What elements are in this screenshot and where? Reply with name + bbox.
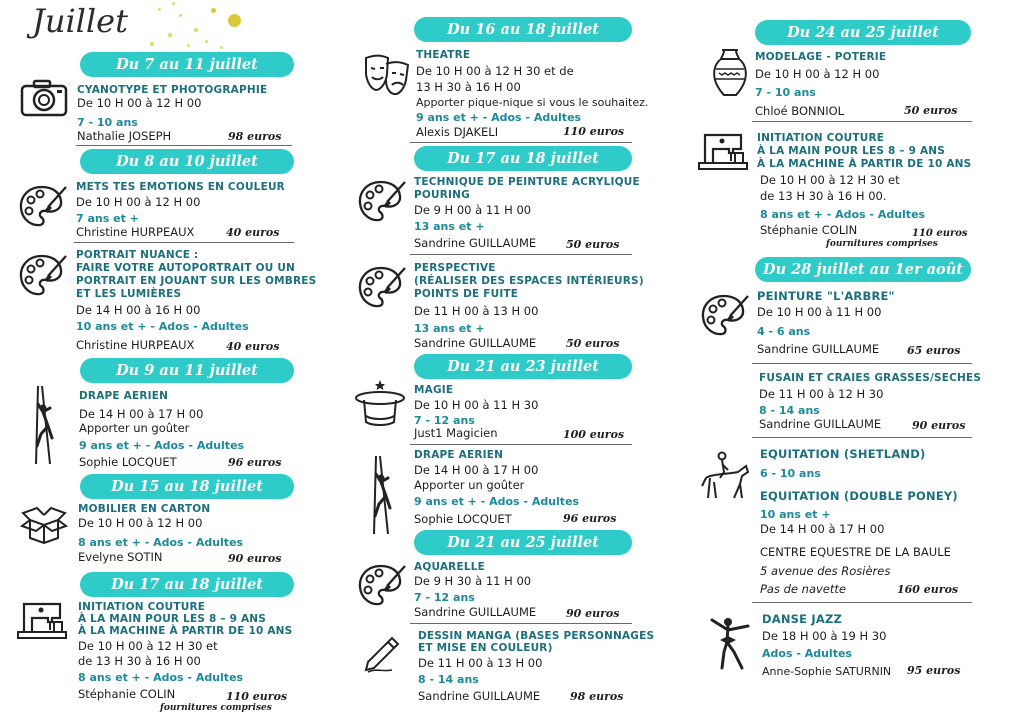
- date-header-8-10: Du 8 au 10 juillet: [80, 149, 294, 174]
- activity-price: 40 euros: [226, 226, 280, 239]
- activity-price: 95 euros: [907, 664, 961, 677]
- sewing-machine-icon: [16, 598, 68, 640]
- horse-rider-icon: [700, 450, 750, 502]
- activity-title: DANSE JAZZ: [762, 612, 843, 626]
- activity-address: 5 avenue des Rosières: [760, 564, 891, 578]
- activity-age: 10 ans et +: [760, 508, 831, 521]
- activity-teacher: Evelyne SOTIN: [78, 550, 163, 564]
- palette-icon: [357, 178, 407, 224]
- activity-age: 7 - 12 ans: [414, 591, 475, 604]
- activity-price: 96 euros: [228, 456, 282, 469]
- divider: [752, 121, 972, 122]
- activity-title: PEINTURE "L'ARBRE": [757, 289, 895, 303]
- activity-title: CYANOTYPE ET PHOTOGRAPHIE: [77, 84, 268, 96]
- activity-age: 8 - 14 ans: [418, 673, 479, 686]
- date-header-17-18: Du 17 au 18 juillet: [414, 146, 632, 171]
- palette-icon: [357, 562, 407, 608]
- activity-age: 13 ans et +: [414, 322, 485, 335]
- activity-title: À LA MAIN POUR LES 8 – 9 ANS: [78, 613, 267, 625]
- activity-teacher: Sandrine GUILLAUME: [418, 689, 541, 703]
- activity-teacher: Sandrine GUILLAUME: [414, 605, 537, 619]
- activity-teacher: Stéphanie COLIN: [760, 223, 858, 237]
- divider: [74, 242, 294, 243]
- activity-title: DESSIN MANGA (BASES PERSONNAGES: [418, 630, 655, 642]
- activity-title: ET MISE EN COULEUR): [418, 642, 553, 654]
- activity-shuttle: Pas de navette: [760, 582, 846, 596]
- activity-price: 90 euros: [228, 552, 282, 565]
- date-header-17-18: Du 17 au 18 juillet: [80, 572, 294, 597]
- vase-icon: [710, 47, 750, 99]
- activity-price: 50 euros: [566, 337, 620, 350]
- activity-teacher: Sophie LOCQUET: [414, 512, 512, 526]
- activity-hours: De 10 H 00 à 12 H 30 et: [760, 173, 900, 187]
- date-header-9-11: Du 9 au 11 juillet: [80, 358, 294, 383]
- activity-age: 10 ans et + - Ados - Adultes: [76, 320, 249, 333]
- activity-title: POINTS DE FUITE: [414, 288, 519, 300]
- activity-age: 8 ans et + - Ados - Adultes: [78, 536, 244, 549]
- activity-teacher: Sandrine GUILLAUME: [757, 342, 880, 356]
- activity-hours: De 10 H 00 à 11 H 30: [414, 398, 539, 412]
- activity-age: 6 - 10 ans: [760, 467, 821, 480]
- pencil-icon: [362, 632, 404, 674]
- activity-title: ET LES LUMIÈRES: [76, 288, 182, 300]
- activity-price: 98 euros: [570, 690, 624, 703]
- divider: [410, 444, 632, 445]
- activity-hours: de 13 H 30 à 16 H 00.: [760, 189, 887, 203]
- divider: [752, 363, 972, 364]
- activity-title: PORTRAIT NUANCE :: [76, 249, 199, 261]
- activity-teacher: Christine HURPEAUX: [76, 225, 195, 239]
- activity-price: 98 euros: [228, 130, 282, 143]
- activity-teacher: Anne-Sophie SATURNIN: [762, 665, 892, 678]
- activity-price: 50 euros: [904, 104, 958, 117]
- activity-price: 110 euros: [912, 228, 968, 239]
- activity-title: PORTRAIT EN JOUANT SUR LES OMBRES: [76, 275, 317, 287]
- palette-icon: [357, 264, 407, 310]
- activity-price: 96 euros: [563, 512, 617, 525]
- activity-title: DRAPE AERIEN: [79, 390, 169, 402]
- activity-age: 7 ans et +: [76, 212, 139, 225]
- activity-title: TECHNIQUE DE PEINTURE ACRYLIQUE: [414, 176, 640, 188]
- activity-price: 100 euros: [563, 428, 625, 441]
- activity-price: 110 euros: [563, 125, 625, 138]
- activity-hours: De 10 H 00 à 12 H 30 et de: [416, 64, 574, 78]
- date-header-15-18: Du 15 au 18 juillet: [80, 474, 294, 499]
- palette-icon: [700, 292, 750, 338]
- activity-hours: De 11 H 00 à 12 H 30: [759, 387, 884, 401]
- activity-title: EQUITATION (SHETLAND): [760, 447, 926, 461]
- activity-title: À LA MAIN POUR LES 8 – 9 ANS: [757, 145, 946, 157]
- activity-hours: De 14 H 00 à 16 H 00: [76, 303, 201, 317]
- activity-title: METS TES EMOTIONS EN COULEUR: [76, 181, 285, 193]
- activity-age: 9 ans et + - Ados - Adultes: [414, 495, 580, 508]
- activity-age: 4 - 6 ans: [757, 325, 811, 338]
- activity-teacher: Sandrine GUILLAUME: [414, 336, 537, 350]
- cardboard-box-icon: [20, 504, 68, 544]
- divider: [410, 142, 632, 143]
- magic-hat-icon: [354, 378, 406, 428]
- activity-title: THEATRE: [416, 49, 471, 61]
- activity-title: AQUARELLE: [414, 561, 485, 573]
- activity-teacher: Christine HURPEAUX: [76, 338, 195, 352]
- date-header-16-18: Du 16 au 18 juillet: [414, 17, 632, 42]
- palette-icon: [18, 252, 68, 298]
- activity-title: À LA MACHINE À PARTIR DE 10 ANS: [78, 625, 293, 637]
- activity-title: FAIRE VOTRE AUTOPORTRAIT OU UN: [76, 262, 296, 274]
- activity-teacher: Sophie LOCQUET: [79, 455, 177, 469]
- activity-hours: De 10 H 00 à 12 H 30 et: [78, 639, 218, 653]
- divider: [410, 623, 632, 624]
- divider: [410, 254, 632, 255]
- activity-price: 90 euros: [566, 607, 620, 620]
- activity-title: EQUITATION (DOUBLE PONEY): [760, 489, 958, 503]
- activity-title: POURING: [414, 189, 470, 201]
- activity-hours: de 13 H 30 à 16 H 00: [78, 654, 201, 668]
- activity-hours: De 10 H 00 à 12 H 00: [76, 195, 201, 209]
- activity-price: 65 euros: [907, 344, 961, 357]
- activity-teacher: Chloé BONNIOL: [755, 104, 845, 118]
- activity-title: MOBILIER EN CARTON: [78, 503, 211, 515]
- activity-age: 7 - 10 ans: [77, 116, 138, 129]
- activity-hours: De 14 H 00 à 17 H 00: [414, 463, 539, 477]
- activity-note: Apporter pique-nique si vous le souhaitez.: [416, 96, 649, 109]
- activity-teacher: Just1 Magicien: [414, 426, 498, 440]
- activity-teacher: Alexis DJAKELI: [416, 125, 499, 139]
- activity-teacher: Sandrine GUILLAUME: [414, 236, 537, 250]
- activity-price: 160 euros: [897, 583, 959, 596]
- activity-title: PERSPECTIVE: [414, 262, 496, 274]
- aerial-dancer-icon: [366, 456, 396, 534]
- activity-hours: De 9 H 00 à 11 H 00: [414, 203, 532, 217]
- activity-age: Ados - Adultes: [762, 647, 852, 660]
- activity-age: 8 - 14 ans: [759, 404, 820, 417]
- activity-hours: De 10 H 00 à 12 H 00: [78, 516, 203, 530]
- activity-age: 7 - 12 ans: [414, 414, 475, 427]
- activity-age: 9 ans et + - Ados - Adultes: [79, 439, 245, 452]
- activity-supplies: fournitures comprises: [826, 239, 938, 249]
- divider: [752, 602, 972, 603]
- activity-price: 40 euros: [226, 340, 280, 353]
- activity-age: 7 - 10 ans: [755, 86, 816, 99]
- activity-note: Apporter un goûter: [414, 478, 525, 492]
- activity-place: CENTRE EQUESTRE DE LA BAULE: [760, 545, 951, 559]
- activity-supplies: fournitures comprises: [160, 703, 272, 713]
- activity-age: 8 ans et + - Ados - Adultes: [78, 671, 244, 684]
- date-header-24-25: Du 24 au 25 juillet: [755, 20, 971, 45]
- date-header-21-23: Du 21 au 23 juillet: [414, 354, 632, 379]
- date-header-21-25: Du 21 au 25 juillet: [414, 530, 632, 555]
- activity-age: 8 ans et + - Ados - Adultes: [760, 208, 926, 221]
- activity-title: MODELAGE - POTERIE: [755, 51, 887, 63]
- dancer-icon: [704, 612, 754, 672]
- activity-title: DRAPE AERIEN: [414, 449, 504, 461]
- activity-teacher: Sandrine GUILLAUME: [759, 417, 882, 431]
- date-header-28-1: Du 28 juillet au 1er août: [755, 257, 971, 282]
- activity-hours: De 10 H 00 à 12 H 00: [755, 67, 880, 81]
- activity-hours: De 11 H 00 à 13 H 00: [414, 304, 539, 318]
- theatre-masks-icon: [362, 52, 412, 98]
- activity-title: FUSAIN ET CRAIES GRASSES/SECHES: [759, 372, 982, 384]
- camera-icon: [20, 78, 68, 118]
- activity-hours: De 9 H 30 à 11 H 00: [414, 574, 532, 588]
- activity-hours: De 14 H 00 à 17 H 00: [760, 522, 885, 536]
- activity-price: 90 euros: [912, 419, 966, 432]
- activity-hours: 13 H 30 à 16 H 00: [416, 80, 521, 94]
- month-title: Juillet: [32, 2, 128, 40]
- activity-title: À LA MACHINE À PARTIR DE 10 ANS: [757, 158, 972, 170]
- activity-title: INITIATION COUTURE: [78, 601, 206, 613]
- activity-note: Apporter un goûter: [79, 421, 190, 435]
- activity-hours: De 10 H 00 à 11 H 00: [757, 305, 882, 319]
- activity-title: (RÉALISER DES ESPACES INTÉRIEURS): [414, 275, 644, 287]
- activity-teacher: Stéphanie COLIN: [78, 687, 176, 701]
- activity-age: 13 ans et +: [414, 220, 485, 233]
- divider: [752, 437, 972, 438]
- activity-price: 110 euros: [226, 690, 288, 703]
- activity-hours: De 14 H 00 à 17 H 00: [79, 407, 204, 421]
- divider: [76, 145, 292, 146]
- sewing-machine-icon: [697, 129, 749, 171]
- activity-age: 9 ans et + - Ados - Adultes: [416, 111, 582, 124]
- palette-icon: [18, 183, 68, 229]
- activity-hours: De 18 H 00 à 19 H 30: [762, 629, 887, 643]
- aerial-dancer-icon: [28, 386, 58, 464]
- activity-hours: De 10 H 00 à 12 H 00: [77, 96, 202, 110]
- activity-title: MAGIE: [414, 384, 454, 396]
- activity-price: 50 euros: [566, 238, 620, 251]
- activity-hours: De 11 H 00 à 13 H 00: [418, 656, 543, 670]
- date-header-7-11: Du 7 au 11 juillet: [80, 52, 294, 77]
- activity-title: INITIATION COUTURE: [757, 132, 885, 144]
- activity-teacher: Nathalie JOSEPH: [77, 129, 172, 143]
